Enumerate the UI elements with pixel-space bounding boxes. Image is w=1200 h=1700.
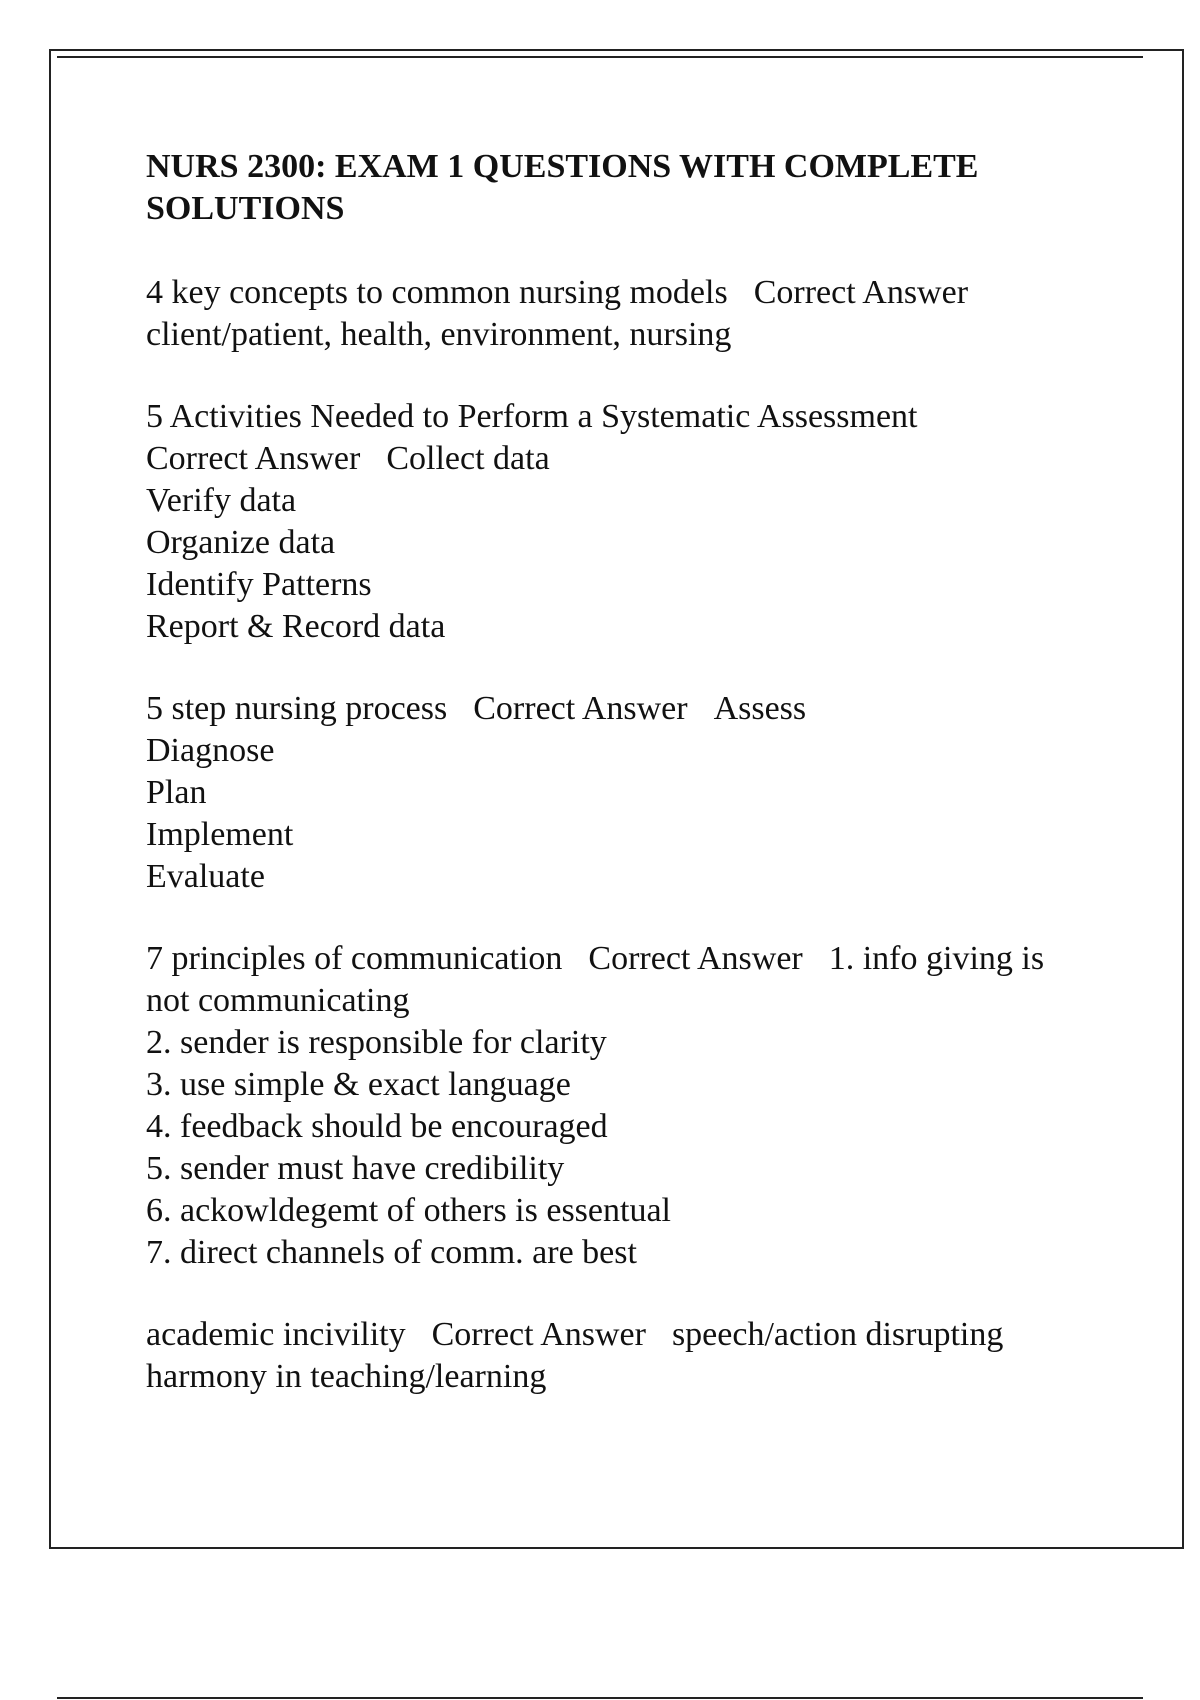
qa-entry [146,396,1086,648]
question-text: 7 principles of communication [146,940,563,977]
answer-line: Verify data [146,482,297,519]
question-text: academic incivility [146,1316,406,1353]
answer-line: client/patient, health, environment, nursing [146,316,732,353]
answer-line: Implement [146,816,294,853]
answer-line: Organize data [146,524,336,561]
answer-line: 2. sender is responsible for clarity [146,1024,607,1061]
document-body [146,146,1086,1438]
answer-line: speech/action disrupting harmony in teaching/learning [146,1316,1004,1395]
question-text: 4 key concepts to common nursing models [146,274,728,311]
question-text: 5 Activities Needed to Perform a Systematic Assessment [146,398,918,435]
correct-answer-label: Correct Answer [753,274,969,311]
qa-entry [146,1314,1086,1398]
question-text: 5 step nursing process [146,690,448,727]
answer-line: Evaluate [146,858,265,895]
correct-answer-label: Correct Answer [473,690,688,727]
answer-line: 7. direct channels of comm. are best [146,1234,637,1271]
correct-answer-label: Correct Answer [146,440,361,477]
top-rule [57,56,1143,58]
answer-line: 6. ackowldegemt of others is essentual [146,1192,671,1229]
correct-answer-label: Correct Answer [431,1316,646,1353]
answer-line: 5. sender must have credibility [146,1150,565,1187]
qa-entry [146,938,1086,1274]
answer-line: Diagnose [146,732,275,769]
answer-line: 3. use simple & exact language [146,1066,571,1103]
qa-entry [146,272,1086,356]
answer-line: 4. feedback should be encouraged [146,1108,608,1145]
bottom-rule [57,1697,1143,1699]
page-title: NURS 2300: EXAM 1 QUESTIONS WITH COMPLETE SOLUTIONS [146,148,979,227]
answer-line: Report & Record data [146,608,446,645]
qa-entry [146,688,1086,898]
answer-line: 1. info giving is not communicating [146,940,1045,1019]
answer-line: Collect data [386,440,550,477]
answer-line: Assess [713,690,807,727]
correct-answer-label: Correct Answer [588,940,803,977]
answer-line: Identify Patterns [146,566,372,603]
answer-line: Plan [146,774,207,811]
